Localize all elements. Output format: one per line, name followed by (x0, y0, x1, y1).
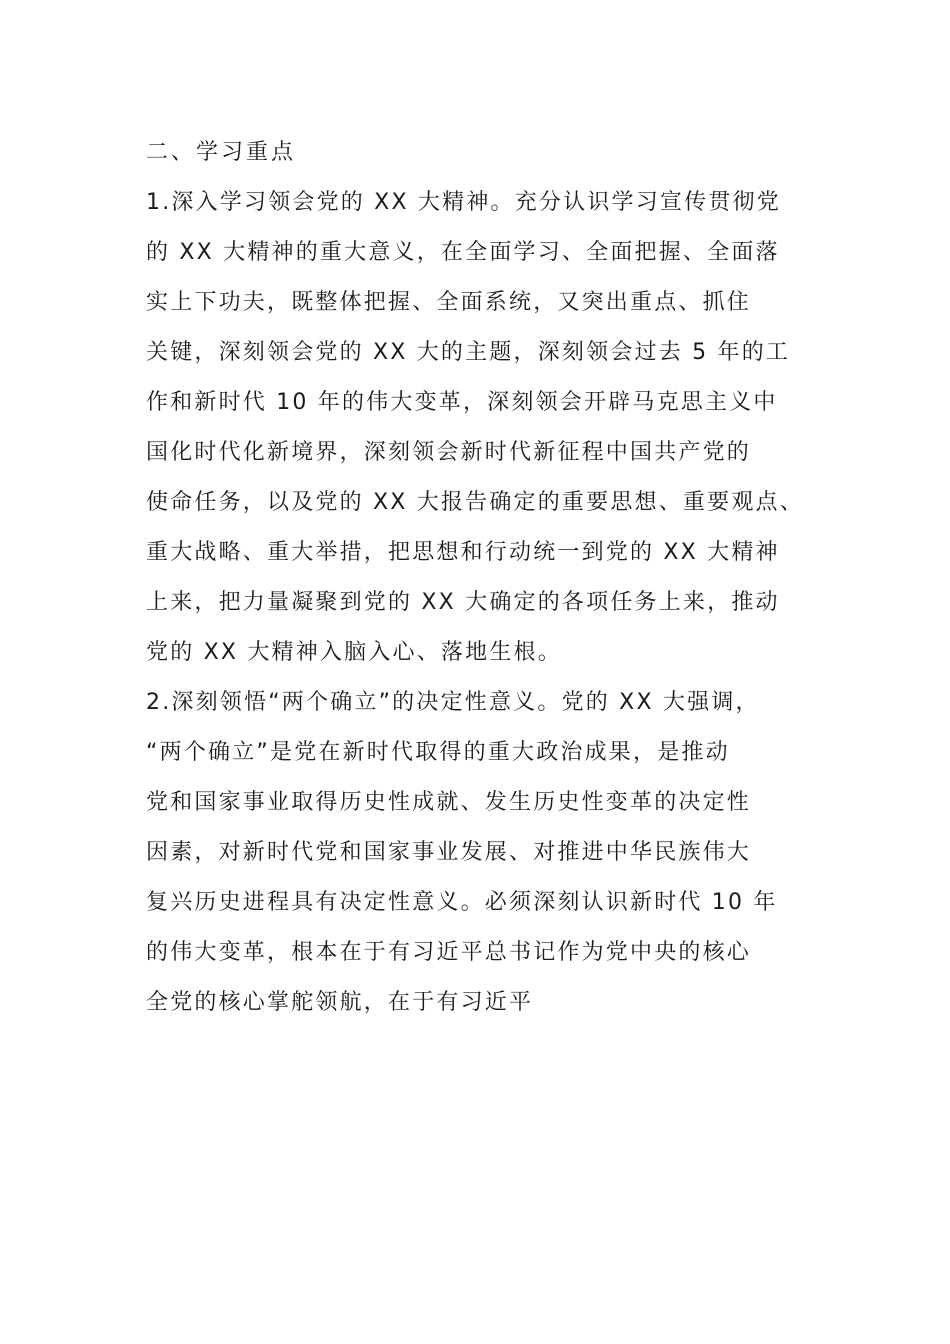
paragraph-line: 实上下功夫，既整体把握、全面系统，又突出重点、抓住 (146, 290, 752, 315)
paragraph-line: “两个确立”是党在新时代取得的重大政治成果，是推动 (146, 740, 730, 765)
paragraph-line: 党和国家事业取得历史性成就、发生历史性变革的决定性 (146, 790, 752, 815)
paragraph-line: 复兴历史进程具有决定性意义。必须深刻认识新时代 10 年 (146, 890, 778, 915)
section-heading: 二、学习重点 (146, 140, 297, 165)
paragraph-line: 2.深刻领悟“两个确立”的决定性意义。党的 XX 大强调， (146, 690, 760, 715)
document-body (146, 128, 836, 1028)
paragraph-line: 重大战略、重大举措，把思想和行动统一到党的 XX 大精神 (146, 540, 780, 565)
paragraph-line: 因素，对新时代党和国家事业发展、对推进中华民族伟大 (146, 840, 752, 865)
paragraph-line: 关键，深刻领会党的 XX 大的主题，深刻领会过去 5 年的工 (146, 340, 791, 365)
paragraph-2 (146, 678, 836, 1028)
paragraph-line: 1.深入学习领会党的 XX 大精神。充分认识学习宣传贯彻党 (146, 190, 781, 215)
paragraph-line: 党的 XX 大精神入脑入心、落地生根。 (146, 640, 562, 665)
paragraph-line: 使命任务，以及党的 XX 大报告确定的重要思想、重要观点、 (146, 490, 804, 515)
paragraph-line: 全党的核心掌舵领航，在于有习近平 (146, 990, 534, 1015)
paragraph-1 (146, 178, 836, 678)
paragraph-line: 上来，把力量凝聚到党的 XX 大确定的各项任务上来，推动 (146, 590, 780, 615)
paragraph-line: 的 XX 大精神的重大意义，在全面学习、全面把握、全面落 (146, 240, 780, 265)
paragraph-line: 作和新时代 10 年的伟大变革，深刻领会开辟马克思主义中 (146, 390, 778, 415)
paragraph-line: 的伟大变革，根本在于有习近平总书记作为党中央的核心 (146, 940, 752, 965)
paragraph-line: 国化时代化新境界，深刻领会新时代新征程中国共产党的 (146, 440, 752, 465)
